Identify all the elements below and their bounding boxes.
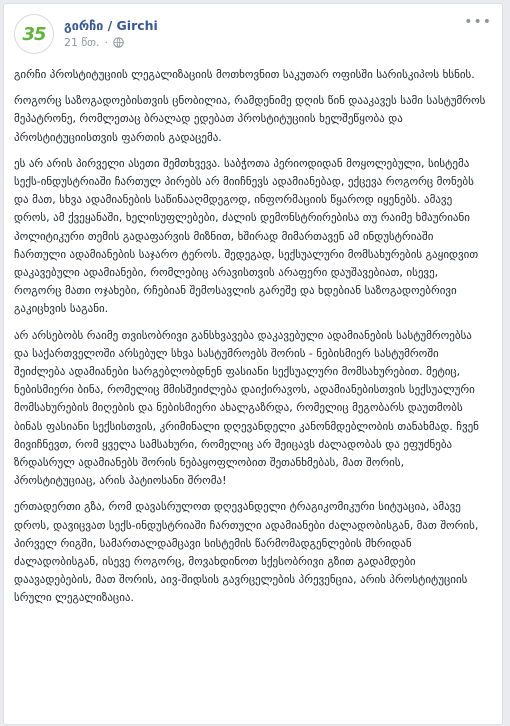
avatar[interactable] xyxy=(14,14,54,54)
post-card xyxy=(3,3,503,725)
page-name-link[interactable]: გირჩი / Girchi xyxy=(64,18,158,33)
post-paragraph: როგორც საზოგადოებისთვის ცნობილია, რამდენიმე დღის წინ დააკავეს სამი სასტუმროს მეპატრონე, რომლეთაც ბრალად ედებათ პროსტიტუციის ხელშეწყობა და პროსტიტუციისთვის ფართის გადაცემა. xyxy=(14,94,486,144)
post-header xyxy=(14,14,494,58)
post-timestamp[interactable]: 21 წთ. xyxy=(64,36,100,49)
more-options-icon[interactable]: ••• xyxy=(464,14,492,30)
post-paragraph: არ არსებობს რაიმე თვისობრივი განსხვავება დაკავებული ადამიანების სასტუმროებსა და საქართველოში არსებულ სხვა სასტუმროებს შორის - ნებისმიერ სასტუმროში შეიძლება ადამიანები სარგებლობდნენ ფასიანი სექსუალური მომსახურებით. მეტიც, ნებისმიერი ბინა, რომელიც მმისშეიძლება დაიქირავოს, ადამიანებისთვის სექსუალური მომსახურების მიღების და ნებისმიერი ახალგაზრდა, რომელიც მეგობარს დაუთმობს ბინას ფასიანი სექსისთვის, კრიმინალი დღევანდელი კანონმდებლობის თანახმად. ჩვენ მივიჩნევთ, რომ ყველა სამსახური, რომელიც არ შეიცავს ძალადობას და ეფუძნება ზრდასრულ ადამიანებს შორის ნებაყოფლობით შეთანხმებას, მათ შორის, პროსტიტუციაც, არის პატიოსანი შრომა! xyxy=(14,328,479,488)
avatar-logo-text: 35 xyxy=(22,23,46,45)
post-meta: 21 წთ. · xyxy=(64,36,124,49)
post-paragraph: გირჩი პროსტიტუციის ლეგალიზაციის მოთხოვნით საკუთარ ოფისში სარისკიპოს ხსნის. xyxy=(14,68,475,81)
post-paragraph: ეს არ არის პირველი ასეთი შემთხვევა. საბჭოთა პერიოდიდან მოყოლებული, სისტემა სექს-ინდუსტრიაში ჩართულ პირებს არ მიიჩნევს ადამიანებად, ექცევა როგორც მონებს და მათ, სხვა ადამიანების საწინააღმდეგოდ, ინფორმაციის წყაროდ იყენებს. ამავე დროს, ამ ქვეყანაში, ხელისუფლებები, ძალის დემონსტრირებისა თუ რაიმე ხმაურიანი პოლიტიკური თემის გადაფარვის მიზნით, ხშირად მიმართავენ ამ ინდუსტრიაში ჩართული ადამიანების საჯარო ტეროს. შედეგად, სექსუალური მომსახურების გაყიდვით დაკავებული ადამიანები, რომლებიც არავისთვის არაფერი დაუშავებიათ, ისევე, როგორც მათი ოჯახები, რჩებიან შემოსავლის გარეშე და ხდებიან საზოგადოებრივი გაკიცხვის საგანი. xyxy=(14,156,479,316)
post-paragraph: ერთადერთი გზა, რომ დავასრულოთ დღევანდელი ტრაგიკომიკური სიტუაცია, ამავე დროს, დავიცვათ სექს-ინდუსტრიაში ჩართული ადამიანები ძალადობისგან, მათ შორის, პირველ რიგში, სამართალდამცავი სისტემის წარმომადგენლების მხრიდან ძალადობისგან, ისევე როგორც, მოვახდინოთ სქესობრივი გზით გადამდები დაავადებების, მათ შორის, აივ-შიდსის გავრცელების პრევენცია, არის პროსტიტუციის სრული ლეგალიზაცია. xyxy=(14,500,479,605)
globe-icon xyxy=(113,37,124,48)
post-text xyxy=(14,66,488,616)
